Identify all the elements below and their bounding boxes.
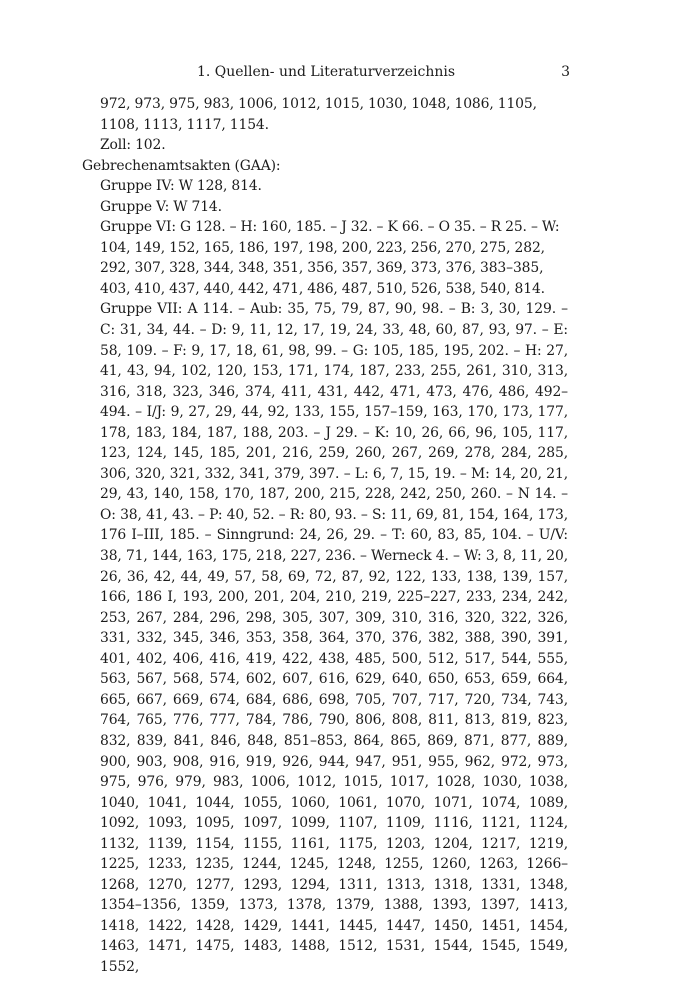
entry-continuation: 972, 973, 975, 983, 1006, 1012, 1015, 1030, 1048, 1086, 1105, 1108, 1113, 1117, 1154. bbox=[100, 96, 537, 133]
page-number: 3 bbox=[561, 64, 570, 80]
entry-zoll: Zoll: 102. bbox=[100, 137, 166, 154]
entry-gruppe-vi: Gruppe VI: G 128. – H: 160, 185. – J 32. – K 66. – O 35. – R 25. – W: 104, 149, 152, 165, 186, 197, 198, 200, 223, 256, 270, 275, 282, 292, 307, 328, 344, 348, 351, 356, 357, 369, 373, 376, 383–385, 403, 410, 437, 440, 442, 471, 486, 487, 510, 526, 538, 540, 814. bbox=[100, 219, 560, 297]
section-heading-gaa: Gebrechenamtsakten (GAA): bbox=[82, 157, 281, 174]
entry-gruppe-v: Gruppe V: W 714. bbox=[100, 198, 222, 215]
index-body bbox=[82, 94, 568, 978]
running-title: 1. Quellen- und Literaturverzeichnis bbox=[196, 64, 456, 80]
entry-gruppe-vii: Gruppe VII: A 114. – Aub: 35, 75, 79, 87, 90, 98. – B: 3, 30, 129. – C: 31, 34, 44. – D: 9, 11, 12, 17, 19, 24, 33, 48, 60, 87, 93, 97. – E: 58, 109. – F: 9, 17, 18, 61, 98, 99. – G: 105, 185, 195, 202. – H: 27, 41, 43, 94, 102, 120, 153, 171, 174, 187, 233, 255, 261, 310, 313, 316, 318, 323, 346, 374, 411, 431, 442, 471, 473, 476, 486, 492–494. – I/J: 9, 27, 29, 44, 92, 133, 155, 157–159, 163, 170, 173, 177, 178, 183, 184, 187, 188, 203. – J 29. – K: 10, 26, 66, 96, 105, 117, 123, 124, 145, 185, 201, 216, 259, 260, 267, 269, 278, 284, 285, 306, 320, 321, 332, 341, 379, 397. – L: 6, 7, 15, 19. – M: 14, 20, 21, 29, 43, 140, 158, 170, 187, 200, 215, 228, 242, 250, 260. – N 14. – O: 38, 41, 43. – P: 40, 52. – R: 80, 93. – S: 11, 69, 81, 154, 164, 173, 176 I–III, 185. – Sinngrund: 24, 26, 29. – T: 60, 83, 85, 104. – U/V: 38, 71, 144, 163, 175, 218, 227, 236. – Werneck 4. – W: 3, 8, 11, 20, 26, 36, 42, 44, 49, 57, 58, 69, 72, 87, 92, 122, 133, 138, 139, 157, 166, 186 I, 193, 200, 201, 204, 210, 219, 225–227, 233, 234, 242, 253, 267, 284, 296, 298, 305, 307, 309, 310, 316, 320, 322, 326, 331, 332, 345, 346, 353, 358, 364, 370, 376, 382, 388, 390, 391, 401, 402, 406, 416, 419, 422, 438, 485, 500, 512, 517, 544, 555, 563, 567, 568, 574, 602, 607, 616, 629, 640, 650, 653, 659, 664, 665, 667, 669, 674, 684, 686, 698, 705, 707, 717, 720, 734, 743, 764, 765, 776, 777, 784, 786, 790, 806, 808, 811, 813, 819, 823, 832, 839, 841, 846, 848, 851–853, 864, 865, 869, 871, 877, 889, 900, 903, 908, 916, 919, 926, 944, 947, 951, 955, 962, 972, 973, 975, 976, 979, 983, 1006, 1012, 1015, 1017, 1028, 1030, 1038, 1040, 1041, 1044, 1055, 1060, 1061, 1070, 1071, 1074, 1089, 1092, 1093, 1095, 1097, 1099, 1107, 1109, 1116, 1121, 1124, 1132, 1139, 1154, 1155, 1161, 1175, 1203, 1204, 1217, 1219, 1225, 1233, 1235, 1244, 1245, 1248, 1255, 1260, 1263, 1266–1268, 1270, 1277, 1293, 1294, 1311, 1313, 1318, 1331, 1348, 1354–1356, 1359, 1373, 1378, 1379, 1388, 1393, 1397, 1413, 1418, 1422, 1428, 1429, 1441, 1445, 1447, 1450, 1451, 1454, 1463, 1471, 1475, 1483, 1488, 1512, 1531, 1544, 1545, 1549, 1552, bbox=[100, 301, 568, 975]
running-head bbox=[82, 62, 570, 82]
entry-gruppe-iv: Gruppe IV: W 128, 814. bbox=[100, 178, 262, 195]
